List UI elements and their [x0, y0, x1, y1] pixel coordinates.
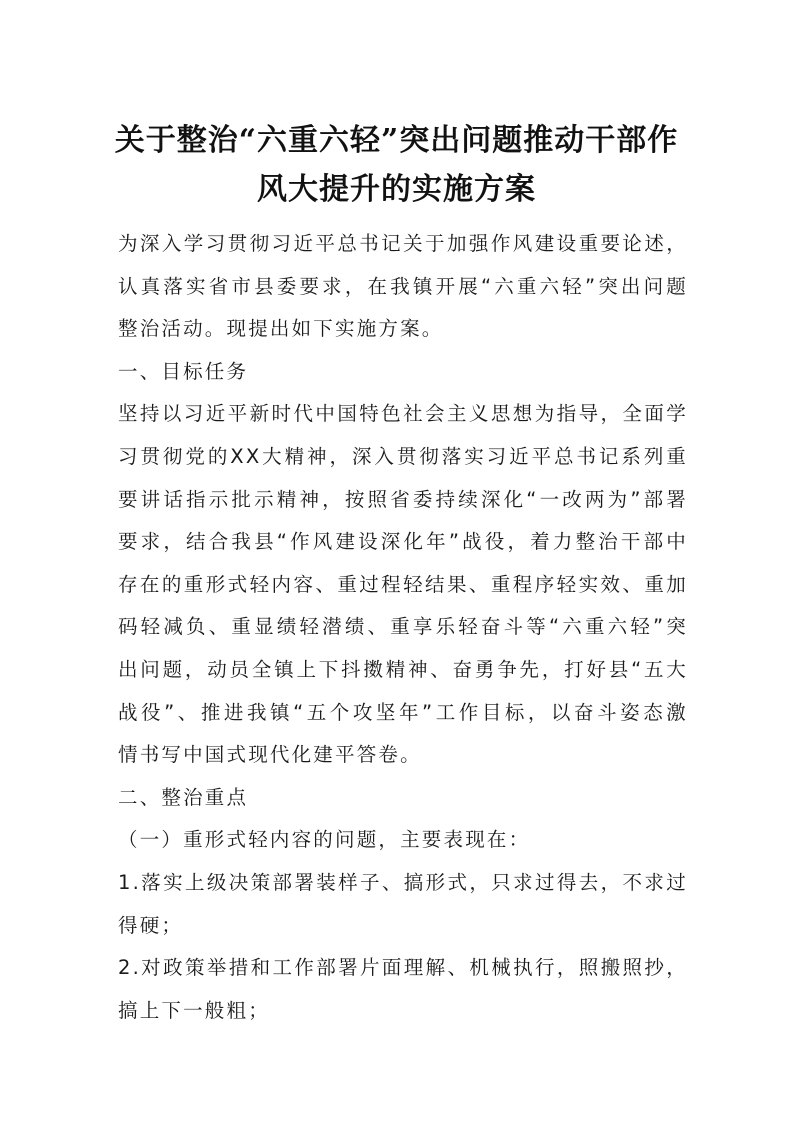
list-item-continuation: 搞上下一般粗； [118, 998, 270, 1022]
list-item: 1.落实上级决策部署装样子、搞形式，只求过得去，不求过 [118, 870, 688, 894]
body-line: 存在的重形式轻内容、重过程轻结果、重程序轻实效、重加 [118, 572, 688, 596]
body-line: 出问题，动员全镇上下抖擞精神、奋勇争先，打好县“五大 [118, 657, 688, 681]
body-line: 战役”、推进我镇“五个攻坚年”工作目标，以奋斗姿态激 [118, 700, 688, 724]
document-title-line-1: 关于整治“六重六轻”突出问题推动干部作 [114, 123, 679, 158]
document-title-line-2: 风大提升的实施方案 [257, 172, 536, 207]
body-line: 习贯彻党的XX大精神，深入贯彻落实习近平总书记系列重 [118, 444, 688, 468]
body-line: 为深入学习贯彻习近平总书记关于加强作风建设重要论述， [118, 232, 688, 255]
body-line: 整治活动。现提出如下实施方案。 [118, 317, 444, 341]
body-line: 码轻减负、重显绩轻潜绩、重享乐轻奋斗等“六重六轻”突 [118, 615, 688, 639]
section-heading: 二、整治重点 [118, 785, 249, 809]
body-line: 坚持以习近平新时代中国特色社会主义思想为指导，全面学 [118, 402, 688, 426]
body-line: 情书写中国式现代化建平答卷。 [118, 743, 422, 767]
list-item: 2.对政策举措和工作部署片面理解、机械执行，照搬照抄， [118, 956, 688, 980]
body-line: 要讲话指示批示精神，按照省委持续深化“一改两为”部署 [118, 487, 688, 511]
subsection-heading: （一）重形式轻内容的问题，主要表现在： [118, 828, 531, 852]
document-body [118, 223, 688, 1032]
list-item-continuation: 得硬； [118, 913, 184, 937]
body-line: 认真落实省市县委要求，在我镇开展“六重六轻”突出问题 [118, 274, 688, 298]
section-heading: 一、目标任务 [118, 359, 249, 383]
body-line: 要求，结合我县“作风建设深化年”战役，着力整治干部中 [118, 530, 688, 554]
